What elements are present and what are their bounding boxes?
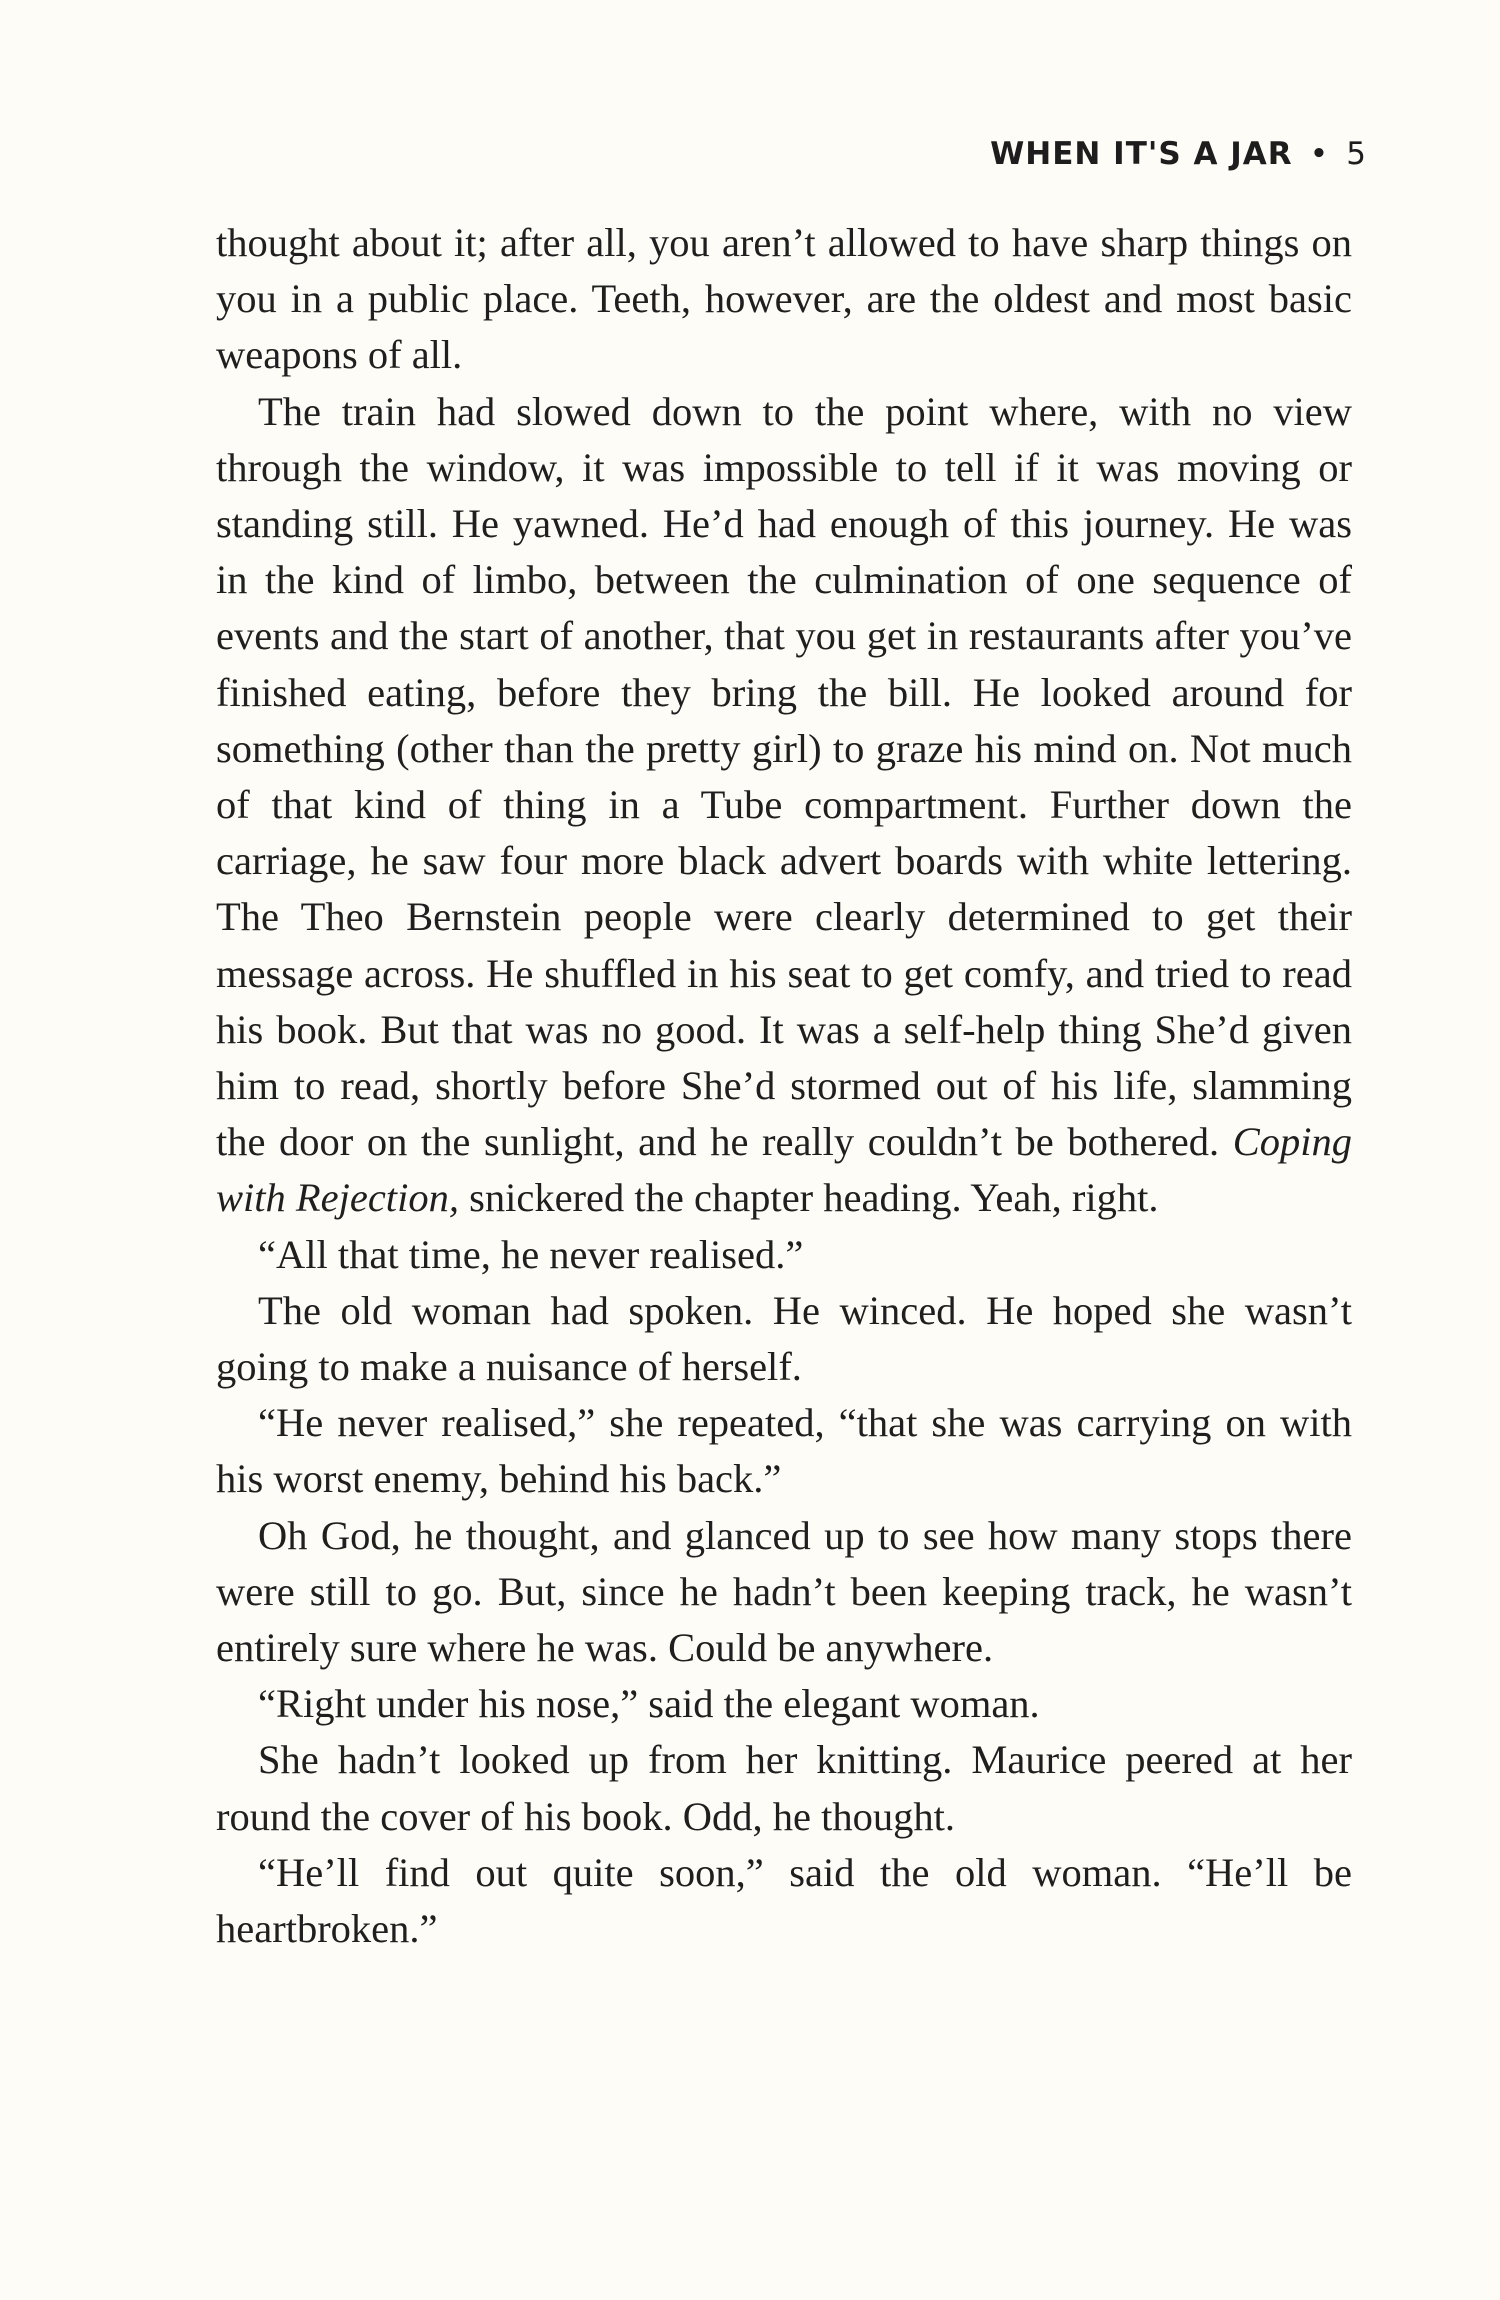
header-bullet: •	[1310, 139, 1329, 169]
paragraph-8: She hadn’t looked up from her knitting. Maurice peered at her round the cover of his book. Odd, he thought.	[216, 1737, 1352, 1839]
paragraph-9: “He’ll find out quite soon,” said the old woman. “He’ll be heartbroken.”	[216, 1849, 1352, 1952]
paragraph-3: “All that time, he never realised.”	[258, 1231, 804, 1277]
paragraph-2-end: snickered the chapter heading. Yeah, right.	[469, 1175, 1159, 1221]
paragraph-6: Oh God, he thought, and glanced up to see how many stops there were still to go. But, since he hadn’t been keeping track, he wasn’t entirely sure where he was. Could be anywhere.	[216, 1512, 1352, 1671]
paragraph-1: thought about it; after all, you aren’t allowed to have sharp things on you in a public place. Teeth, however, are the oldest and most basic weapons of all.	[216, 220, 1352, 378]
running-header	[990, 136, 1367, 172]
running-title: WHEN IT'S A JAR	[990, 136, 1293, 172]
paragraph-7: “Right under his nose,” said the elegant woman.	[258, 1681, 1040, 1727]
book-title-italic: Coping with Rejection,	[216, 1119, 1353, 1221]
paragraph-4: The old woman had spoken. He winced. He hoped she wasn’t going to make a nuisance of herself.	[216, 1287, 1352, 1390]
page-number: 5	[1346, 136, 1367, 172]
paragraph-2-text: The train had slowed down to the point where, with no view through the window, it was impossible to tell if it was moving or standing still. He yawned. He’d had enough of this journey. He was in the kind of limbo, between the culmination of one sequence of events and the start of another, that you get in restaurants after you’ve finished eating, before they bring the bill. He looked around for something (other than the pretty girl) to graze his mind on. Not much of that kind of thing in a Tube compartment. Further down the carriage, he saw four more black advert boards with white lettering. The Theo Bernstein people were clearly determined to get their message across. He shuffled in his seat to get comfy, and tried to read his book. But that was no good. It was a self-help thing She’d given him to read, shortly before She’d stormed out of his life, slamming the door on the sunlight, and he really couldn’t be bothered.	[216, 388, 1352, 1165]
paragraph-5: “He never realised,” she repeated, “that she was carrying on with his worst enemy, behind his back.”	[216, 1400, 1352, 1502]
body-text	[216, 215, 1352, 1957]
paragraph-2	[216, 384, 1352, 1227]
